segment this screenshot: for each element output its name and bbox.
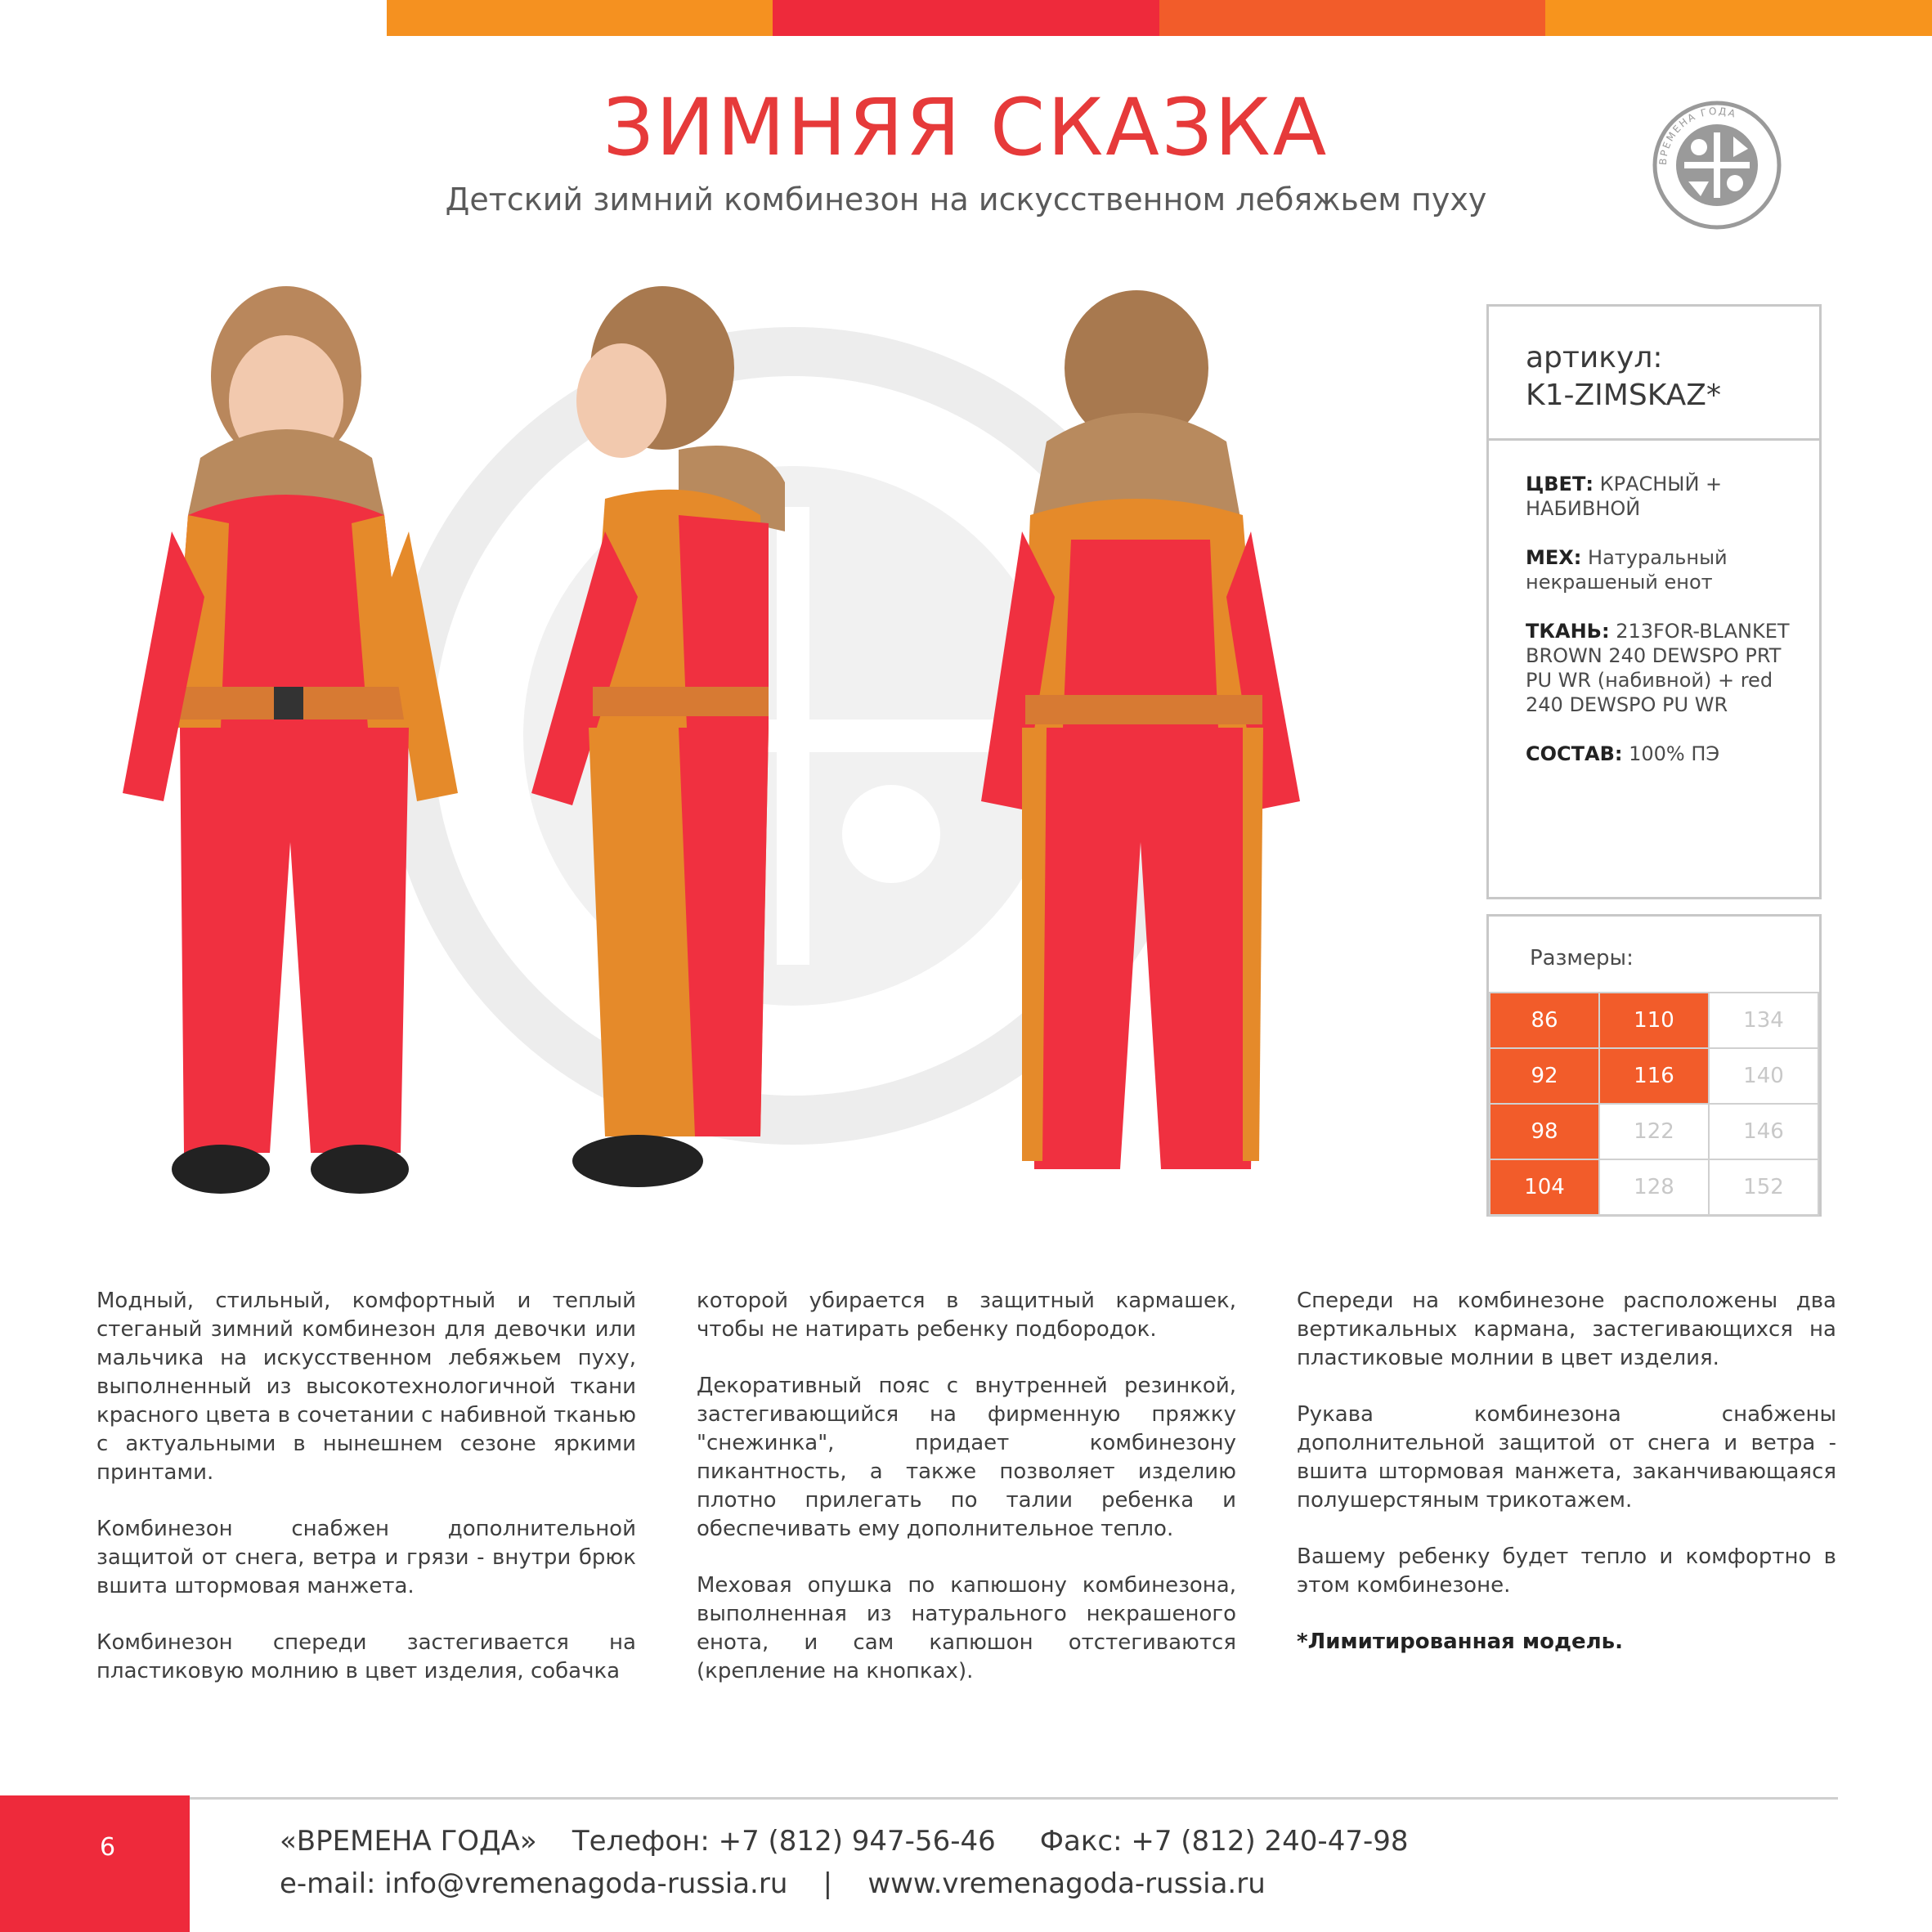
size-cell: 116 <box>1599 1048 1709 1104</box>
spec-fur-value: Натуральный некрашеный енот <box>1526 546 1728 594</box>
size-cell: 140 <box>1709 1048 1818 1104</box>
paragraph: Модный, стильный, комфортный и теплый стеганый зимний комбинезон для девочки или мальчика на искусственном лебяжьем пуху, выполненный из высокотехнологичной ткани красного цвета в сочетании с набивной тканью с актуальными в нынешнем сезоне яркими принтами. <box>96 1289 636 1485</box>
paragraph: которой убирается в защитный кармашек, чтобы не натирать ребенку подбородок. <box>697 1289 1236 1342</box>
size-cell: 86 <box>1490 993 1599 1048</box>
sizes-row <box>1490 1159 1818 1215</box>
footer-divider <box>190 1797 1838 1800</box>
top-bar-segment-white <box>0 0 387 36</box>
spec-composition <box>1526 742 1812 766</box>
page-number: 6 <box>100 1833 116 1862</box>
model-back-view <box>973 270 1316 1210</box>
size-cell: 122 <box>1599 1104 1709 1159</box>
top-bar-segment-orange <box>387 0 773 36</box>
spec-color-label: ЦВЕТ: <box>1526 473 1594 495</box>
size-cell: 92 <box>1490 1048 1599 1104</box>
article-label: артикул: <box>1526 341 1663 374</box>
paragraph: Спереди на комбинезоне расположены два вертикальных кармана, застегивающихся на пластиковые молнии в цвет изделия. <box>1297 1289 1836 1370</box>
paragraph: Вашему ребенку будет тепло и комфортно в этом комбинезоне. <box>1297 1544 1836 1598</box>
page-subtitle: Детский зимний комбинезон на искусственном лебяжьем пуху <box>445 182 1487 217</box>
model-front-view <box>123 270 466 1210</box>
sizes-table <box>1489 992 1819 1216</box>
size-cell: 146 <box>1709 1104 1818 1159</box>
svg-text:ВРЕМЕНА ГОДА: ВРЕМЕНА ГОДА <box>1656 105 1738 166</box>
size-cell: 98 <box>1490 1104 1599 1159</box>
spec-fabric <box>1526 619 1812 717</box>
description-column-2 <box>697 1287 1236 1714</box>
spec-fabric-label: ТКАНЬ: <box>1526 620 1610 643</box>
spec-composition-label: СОСТАВ: <box>1526 742 1623 765</box>
top-color-bar <box>0 0 1932 36</box>
sizes-row <box>1490 1104 1818 1159</box>
spec-fabric-value: 213FOR-BLANKET BROWN 240 DEWSPO PRT PU WR (набивной) + red 240 DEWSPO PU WR <box>1526 620 1790 716</box>
paragraph: Меховая опушка по капюшону комбинезона, выполненная из натурального некрашеного енота, и сам капюшон отстегиваются (крепление на кнопках). <box>697 1573 1236 1683</box>
sizes-panel <box>1486 914 1822 1217</box>
sizes-title: Размеры: <box>1530 946 1634 970</box>
spec-composition-value: 100% ПЭ <box>1629 742 1720 765</box>
paragraph: Декоративный пояс с внутренней резинкой, застегивающийся на фирменную пряжку "снежинка", придает комбинезону пикантность, а также позволяет изделию плотно прилегать по талии ребенка и обеспечивать ему дополнительное тепло. <box>697 1374 1236 1541</box>
paragraph: Рукава комбинезона снабжены дополнительной защитой от снега и ветра - вшита штормовая манжета, заканчивающаяся полушерстяным трикотажем. <box>1297 1402 1836 1513</box>
paragraph: Комбинезон снабжен дополнительной защитой от снега, ветра и грязи - внутри брюк вшита штормовая манжета. <box>96 1517 636 1598</box>
spec-fur <box>1526 545 1812 594</box>
size-cell: 134 <box>1709 993 1818 1048</box>
top-bar-segment-red-orange <box>1159 0 1546 36</box>
top-bar-segment-amber <box>1545 0 1932 36</box>
size-cell: 152 <box>1709 1159 1818 1215</box>
paragraph: Комбинезон спереди застегивается на пластиковую молнию в цвет изделия, собачка <box>96 1630 636 1683</box>
spec-color-value: КРАСНЫЙ + НАБИВНОЙ <box>1526 473 1723 520</box>
spec-color <box>1526 472 1812 521</box>
footer-contacts-line: «ВРЕМЕНА ГОДА» Телефон: +7 (812) 947-56-46 Факс: +7 (812) 240-47-98 <box>280 1825 1409 1858</box>
product-photo-area <box>90 262 1431 1226</box>
page-number-block <box>0 1795 190 1932</box>
size-cell: 128 <box>1599 1159 1709 1215</box>
page-title: ЗИМНЯЯ СКАЗКА <box>603 82 1329 173</box>
spec-panel <box>1486 304 1822 899</box>
size-cell: 104 <box>1490 1159 1599 1215</box>
footer-web-line: e-mail: info@vremenagoda-russia.ru | www.vremenagoda-russia.ru <box>280 1867 1266 1900</box>
size-cell: 110 <box>1599 993 1709 1048</box>
limited-edition-note: *Лимитированная модель. <box>1297 1629 1623 1654</box>
sizes-row <box>1490 993 1818 1048</box>
sizes-row <box>1490 1048 1818 1104</box>
spec-list <box>1526 472 1812 791</box>
article-header <box>1489 307 1819 441</box>
model-side-view <box>515 270 858 1210</box>
article-value: K1-ZIMSKAZ* <box>1526 379 1721 412</box>
brand-seal-logo <box>1652 100 1782 231</box>
description-column-3 <box>1297 1287 1836 1684</box>
top-bar-segment-red <box>773 0 1159 36</box>
description-column-1 <box>96 1287 636 1714</box>
spec-fur-label: МЕХ: <box>1526 546 1582 569</box>
